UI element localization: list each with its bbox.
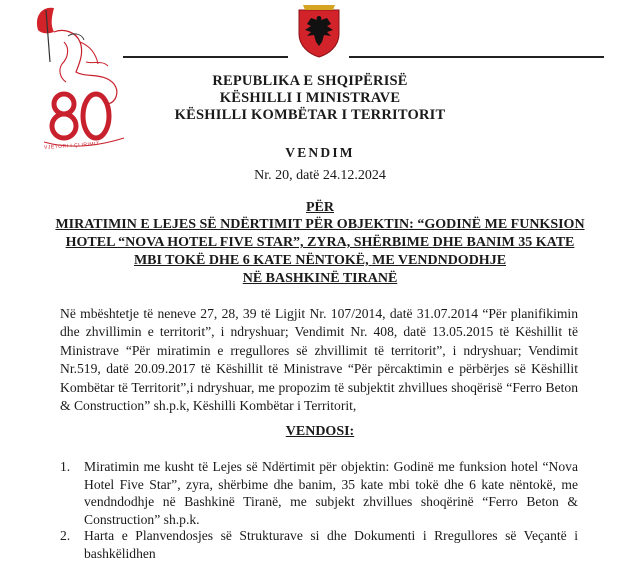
decision-number: Nr. 20, datë 24.12.2024 bbox=[254, 168, 386, 183]
item-number: 2. bbox=[60, 528, 71, 543]
header-national-territory-council: KËSHILLI KOMBËTAR I TERRITORIT bbox=[174, 107, 446, 123]
subject-per: PËR bbox=[306, 200, 334, 215]
item-text: Harta e Planvendosjes së Strukturave si dhe Dokumenti i Rregullores së Veçantë i bashkëlidhen bbox=[84, 528, 578, 561]
header-council-of-ministers: KËSHILLI I MINISTRAVE bbox=[219, 90, 401, 106]
preamble-paragraph: Në mbështetje të neneve 27, 28, 39 të Ligjit Nr. 107/2014, datë 31.07.2014 “Për planifikimin dhe zhvillimin e territorit”, i ndryshuar; Vendimit Nr. 408, datë 13.05.2015 të Këshillit të Ministrave “Për miratimin e rregullores së zhvillimit të territorit”, i ndryshuar; Vendimit Nr.519, datë 20.09.2017 të Këshillit të Ministrave “Për përcaktimin e përbërjes së Këshillit Kombëtar të Territorit”,i ndryshuar, me propozim të subjektit zhvillues shoqërisë “Ferro Beton & Construction” sh.p.k, Këshilli Kombëtar i Territorit, bbox=[60, 306, 578, 414]
header-rule-left bbox=[123, 56, 288, 58]
subject-line: NË BASHKINË TIRANË bbox=[242, 271, 398, 286]
subject-line: MBI TOKË DHE 6 KATE NËNTOKË, ME VENDNDODHJE bbox=[133, 253, 507, 268]
subject-line: MIRATIMIN E LEJES SË NDËRTIMIT PËR OBJEKTIN: “GODINË ME FUNKSION bbox=[55, 217, 585, 232]
decision-title: VENDIM bbox=[285, 145, 355, 160]
albanian-coat-of-arms-icon bbox=[297, 4, 341, 58]
header-republic: REPUBLIKA E SHQIPËRISË bbox=[212, 73, 408, 89]
item-text: Miratimin me kusht të Lejes së Ndërtimit për objektin: Godinë me funksion hotel “Nova Hotel Five Star”, zyra, shërbime dhe banim, 35 kate mbi tokë dhe 6 kate nëntokë, me vendndodhje në Bashkinë Tiranë, me subjekt zhvillues shoqërinë “Ferro Beton & Construction” sh.p.k. bbox=[84, 459, 578, 527]
subject-line: HOTEL “NOVA HOTEL FIVE STAR”, ZYRA, SHËRBIME DHE BANIM 35 KATE bbox=[65, 235, 575, 250]
header-rule-right bbox=[349, 56, 604, 58]
resolution-heading: VENDOSI: bbox=[285, 424, 355, 439]
logo-caption: VJETORI I ÇLIRIMIT bbox=[43, 141, 100, 151]
item-number: 1. bbox=[60, 459, 71, 474]
